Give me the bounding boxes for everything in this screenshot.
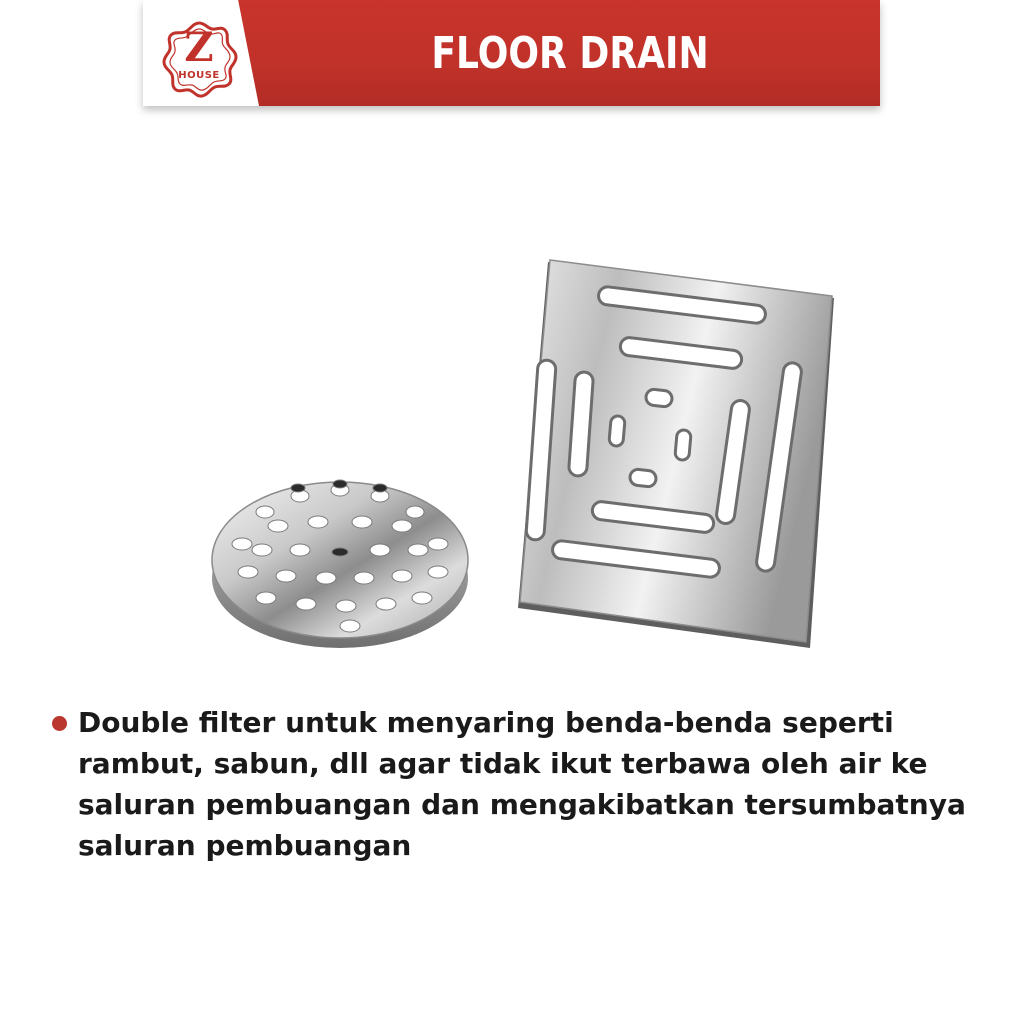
drain-parts-image xyxy=(200,250,850,660)
brand-logo xyxy=(158,20,240,102)
bullet-dot-icon xyxy=(52,716,67,731)
square-drain-cover xyxy=(518,260,834,648)
logo-letter: Z xyxy=(184,24,214,71)
product-illustration xyxy=(200,250,850,660)
round-strainer xyxy=(212,480,468,648)
logo-word: HOUSE xyxy=(178,70,220,81)
feature-description: Double filter untuk menyaring benda-benda seperti rambut, sabun, dll agar tidak ikut terbawa oleh air ke saluran pembuangan dan mengakibatkan tersumbatnya saluran pembuangan xyxy=(78,706,966,862)
page-title: FLOOR DRAIN xyxy=(431,28,709,79)
